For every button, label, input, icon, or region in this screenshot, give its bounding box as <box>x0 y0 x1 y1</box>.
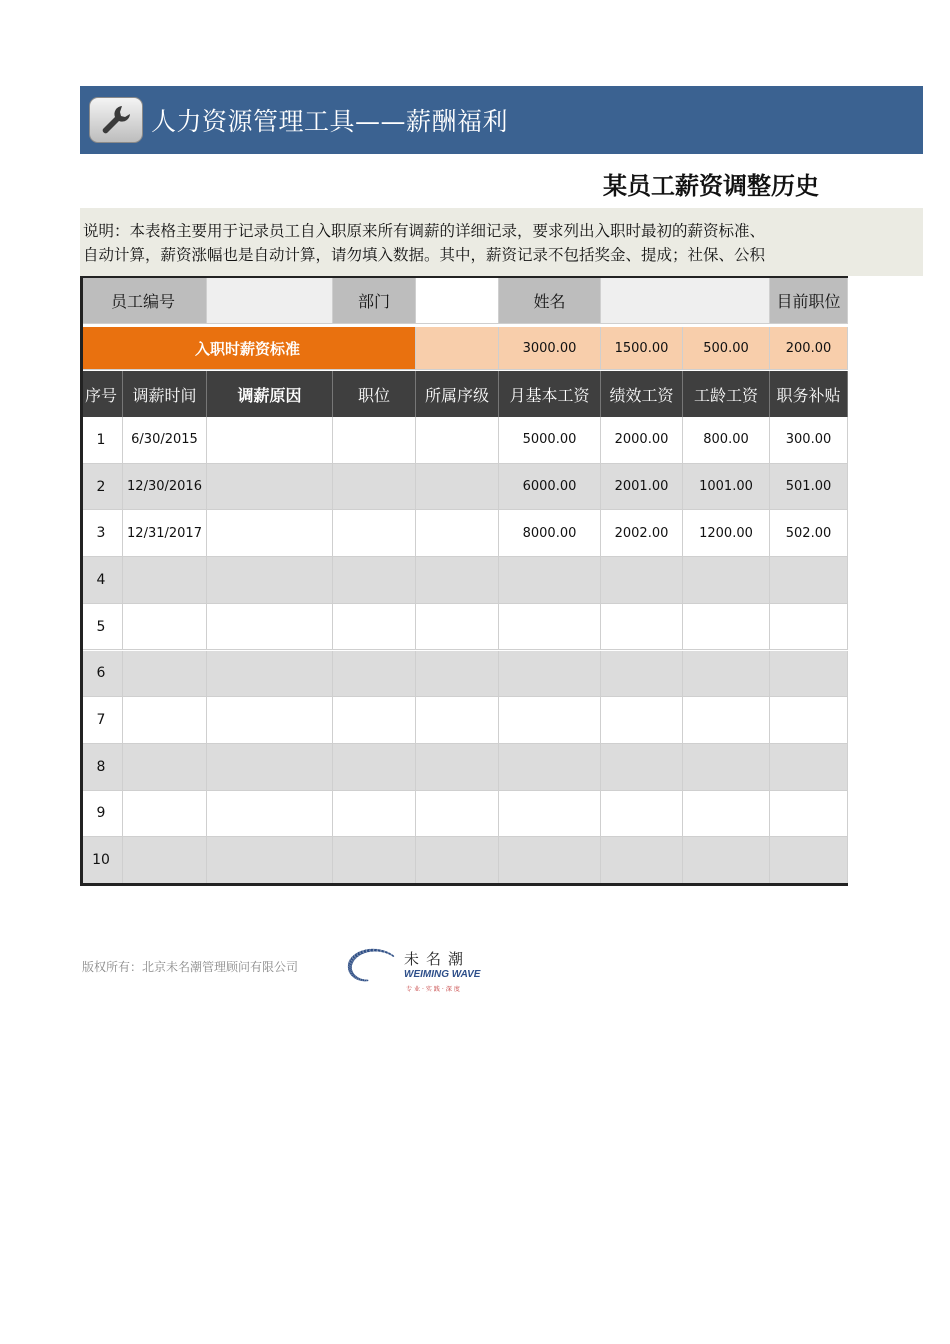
adjust-date-cell[interactable] <box>123 697 207 744</box>
note-line-2: 自动计算，薪资涨幅也是自动计算，请勿填入数据。其中，薪资记录不包括奖金、提成；社保、公积 <box>83 246 766 264</box>
position-cell[interactable] <box>333 464 416 511</box>
note-line-1: 说明：本表格主要用于记录员工自入职原来所有调薪的详细记录，要求列出入职时最初的薪资标准、 <box>83 222 766 240</box>
position-cell[interactable] <box>333 557 416 604</box>
seniority-pay-cell[interactable] <box>683 697 770 744</box>
adjust-date-cell[interactable] <box>123 557 207 604</box>
performance-pay-cell[interactable]: 2000.00 <box>601 417 683 464</box>
grade-level-cell[interactable] <box>416 417 499 464</box>
position-cell[interactable] <box>333 417 416 464</box>
adjust-reason-cell[interactable] <box>207 651 333 698</box>
position-allowance-cell[interactable]: 501.00 <box>770 464 848 511</box>
seniority-pay-cell[interactable]: 1200.00 <box>683 510 770 557</box>
employee-id-label: 员工编号 <box>80 278 207 324</box>
starting-salary-row <box>80 327 848 370</box>
grade-level-cell[interactable] <box>416 837 499 884</box>
company-logo <box>334 940 494 1000</box>
instruction-note <box>80 208 923 276</box>
performance-pay-cell[interactable] <box>601 557 683 604</box>
row-index-cell: 10 <box>80 837 123 884</box>
seniority-pay-cell[interactable] <box>683 791 770 838</box>
adjust-date-cell[interactable] <box>123 837 207 884</box>
column-header: 调薪原因 <box>207 371 333 417</box>
base-salary-cell[interactable] <box>499 697 601 744</box>
base-salary-cell[interactable] <box>499 837 601 884</box>
page-title-area <box>80 158 848 208</box>
wave-logo-icon <box>334 940 400 1000</box>
performance-pay-cell[interactable] <box>601 697 683 744</box>
position-cell[interactable] <box>333 510 416 557</box>
adjust-reason-cell[interactable] <box>207 557 333 604</box>
grade-level-cell[interactable] <box>416 510 499 557</box>
performance-pay-cell[interactable] <box>601 604 683 651</box>
app-title: 人力资源管理工具——薪酬福利 <box>151 107 509 136</box>
base-salary-cell[interactable]: 8000.00 <box>499 510 601 557</box>
column-header: 职位 <box>333 371 416 417</box>
adjust-date-cell[interactable] <box>123 744 207 791</box>
seniority-pay-cell[interactable] <box>683 837 770 884</box>
position-cell[interactable] <box>333 651 416 698</box>
row-index-cell: 9 <box>80 791 123 838</box>
table-row <box>80 744 848 791</box>
adjust-date-cell[interactable] <box>123 604 207 651</box>
copyright-text: 版权所有：北京未名潮管理顾问有限公司 <box>82 960 299 974</box>
row-index-cell: 5 <box>80 604 123 651</box>
employee-info-row <box>80 278 848 324</box>
position-cell[interactable] <box>333 697 416 744</box>
adjust-reason-cell[interactable] <box>207 837 333 884</box>
table-row <box>80 697 848 744</box>
adjust-reason-cell[interactable] <box>207 744 333 791</box>
grade-level-cell[interactable] <box>416 604 499 651</box>
position-allowance-cell[interactable] <box>770 837 848 884</box>
position-allowance-cell[interactable] <box>770 791 848 838</box>
performance-pay-cell[interactable] <box>601 791 683 838</box>
table-row <box>80 604 848 651</box>
seniority-pay-cell[interactable] <box>683 557 770 604</box>
position-allowance-cell[interactable] <box>770 557 848 604</box>
department-field[interactable] <box>416 278 499 324</box>
row-index-cell: 8 <box>80 744 123 791</box>
base-salary-cell[interactable] <box>499 557 601 604</box>
grade-level-cell[interactable] <box>416 464 499 511</box>
position-allowance-cell[interactable] <box>770 651 848 698</box>
logo-chinese-name: 未名潮 <box>404 950 471 968</box>
starting-salary-label: 入职时薪资标准 <box>80 327 416 370</box>
base-salary-cell[interactable]: 5000.00 <box>499 417 601 464</box>
grade-level-cell[interactable] <box>416 697 499 744</box>
column-header: 工龄工资 <box>683 371 770 417</box>
grade-level-cell[interactable] <box>416 651 499 698</box>
seniority-pay-cell[interactable] <box>683 604 770 651</box>
grade-level-cell[interactable] <box>416 557 499 604</box>
starting-salary-value[interactable]: 1500.00 <box>601 327 683 370</box>
app-header <box>80 86 923 154</box>
table-row <box>80 510 848 557</box>
position-allowance-cell[interactable] <box>770 604 848 651</box>
column-header: 序号 <box>80 371 123 417</box>
position-allowance-cell[interactable] <box>770 697 848 744</box>
position-allowance-cell[interactable]: 502.00 <box>770 510 848 557</box>
table-row <box>80 464 848 511</box>
grade-level-cell[interactable] <box>416 791 499 838</box>
adjust-reason-cell[interactable] <box>207 417 333 464</box>
logo-tagline: 专业·实践·深度 <box>406 986 462 993</box>
column-header: 绩效工资 <box>601 371 683 417</box>
position-cell[interactable] <box>333 604 416 651</box>
grade-level-cell[interactable] <box>416 744 499 791</box>
row-index-cell: 4 <box>80 557 123 604</box>
row-index-cell: 3 <box>80 510 123 557</box>
table-row <box>80 557 848 604</box>
adjust-reason-cell[interactable] <box>207 604 333 651</box>
name-field[interactable] <box>601 278 770 324</box>
performance-pay-cell[interactable]: 2001.00 <box>601 464 683 511</box>
name-label: 姓名 <box>499 278 601 324</box>
adjust-date-cell[interactable] <box>123 651 207 698</box>
row-index-cell: 7 <box>80 697 123 744</box>
position-allowance-cell[interactable] <box>770 744 848 791</box>
starting-salary-value[interactable]: 3000.00 <box>499 327 601 370</box>
adjust-date-cell[interactable]: 12/31/2017 <box>123 510 207 557</box>
seniority-pay-cell[interactable]: 800.00 <box>683 417 770 464</box>
seniority-pay-cell[interactable]: 1001.00 <box>683 464 770 511</box>
starting-salary-value[interactable]: 500.00 <box>683 327 770 370</box>
adjust-date-cell[interactable]: 12/30/2016 <box>123 464 207 511</box>
column-header: 月基本工资 <box>499 371 601 417</box>
page-title: 某员工薪资调整历史 <box>603 172 819 200</box>
employee-id-field[interactable] <box>207 278 333 324</box>
position-allowance-cell[interactable]: 300.00 <box>770 417 848 464</box>
adjust-reason-cell[interactable] <box>207 464 333 511</box>
table-row <box>80 791 848 838</box>
column-header: 调薪时间 <box>123 371 207 417</box>
starting-salary-value[interactable] <box>416 327 499 370</box>
seniority-pay-cell[interactable] <box>683 651 770 698</box>
performance-pay-cell[interactable] <box>601 651 683 698</box>
logo-english-name: WEIMING WAVE <box>404 969 481 980</box>
department-label: 部门 <box>333 278 416 324</box>
adjust-date-cell[interactable]: 6/30/2015 <box>123 417 207 464</box>
column-header: 所属序级 <box>416 371 499 417</box>
row-index-cell: 2 <box>80 464 123 511</box>
column-header-row <box>80 371 848 417</box>
base-salary-cell[interactable] <box>499 744 601 791</box>
salary-history-table <box>80 276 848 886</box>
row-index-cell: 6 <box>80 651 123 698</box>
adjust-reason-cell[interactable] <box>207 791 333 838</box>
table-row <box>80 417 848 464</box>
base-salary-cell[interactable] <box>499 791 601 838</box>
base-salary-cell[interactable]: 6000.00 <box>499 464 601 511</box>
wrench-icon <box>89 97 143 143</box>
performance-pay-cell[interactable] <box>601 837 683 884</box>
table-row <box>80 651 848 698</box>
performance-pay-cell[interactable]: 2002.00 <box>601 510 683 557</box>
row-index-cell: 1 <box>80 417 123 464</box>
base-salary-cell[interactable] <box>499 651 601 698</box>
adjust-reason-cell[interactable] <box>207 697 333 744</box>
table-row <box>80 837 848 884</box>
position-cell[interactable] <box>333 837 416 884</box>
seniority-pay-cell[interactable] <box>683 744 770 791</box>
position-cell[interactable] <box>333 744 416 791</box>
base-salary-cell[interactable] <box>499 604 601 651</box>
current-position-label: 目前职位 <box>770 278 848 324</box>
adjust-reason-cell[interactable] <box>207 510 333 557</box>
position-cell[interactable] <box>333 791 416 838</box>
starting-salary-value[interactable]: 200.00 <box>770 327 848 370</box>
column-header: 职务补贴 <box>770 371 848 417</box>
adjust-date-cell[interactable] <box>123 791 207 838</box>
performance-pay-cell[interactable] <box>601 744 683 791</box>
